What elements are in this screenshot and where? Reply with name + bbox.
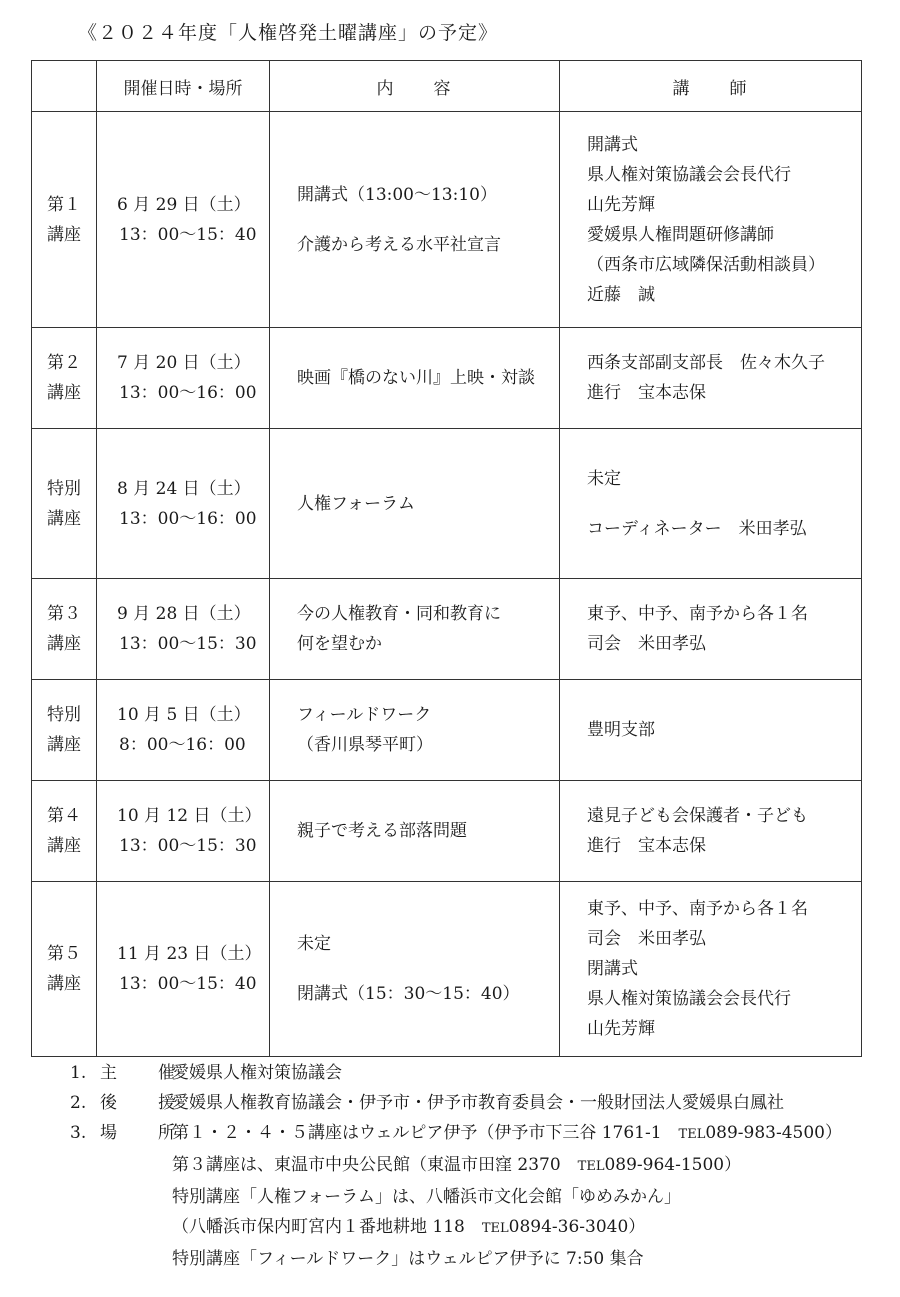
note-text-body: 第１・２・４・５講座はウェルピア伊予（伊予市下三谷 1761-1 bbox=[172, 1123, 662, 1143]
document-title: 《２０２４年度「人権啓発土曜講座」の予定》 bbox=[78, 22, 499, 44]
table-row bbox=[32, 429, 862, 579]
lecture-label: 第５ bbox=[47, 944, 81, 964]
date-time-cell bbox=[97, 429, 270, 579]
date-time-cell bbox=[97, 781, 270, 882]
lecturer-line: 豊明支部 bbox=[587, 720, 655, 740]
lecture-label-cell bbox=[32, 781, 97, 882]
note-heading: 主 催 bbox=[100, 1063, 187, 1083]
note-heading: 後 援 bbox=[100, 1093, 187, 1113]
note-text-body: 愛媛県人権対策協議会 bbox=[172, 1063, 342, 1083]
note-text-body: 特別講座「フィールドワーク」はウェルピア伊予に 7:50 集合 bbox=[172, 1249, 644, 1269]
lecture-time: 13：00～16：00 bbox=[119, 383, 257, 403]
content-cell bbox=[270, 680, 560, 781]
note-continuation-line bbox=[70, 1150, 842, 1182]
lecture-label: 講座 bbox=[47, 224, 81, 245]
table-row bbox=[32, 882, 862, 1057]
lecture-label: 講座 bbox=[47, 735, 81, 755]
note-number: 3. bbox=[70, 1123, 87, 1143]
lecture-date: 8 月 24 日（土） bbox=[117, 478, 251, 499]
date-time-cell bbox=[97, 579, 270, 680]
lecturer-line: 西条支部副支部長 佐々木久子 bbox=[587, 353, 825, 373]
lecture-date: 6 月 29 日（土） bbox=[117, 194, 251, 215]
lecture-label: 講座 bbox=[47, 634, 81, 654]
note-item bbox=[70, 1058, 842, 1088]
lecture-label: 特別 bbox=[47, 705, 81, 725]
note-item bbox=[70, 1088, 842, 1118]
content-line: 親子で考える部落問題 bbox=[297, 821, 467, 841]
schedule-table bbox=[31, 60, 862, 1057]
content-line: 介護から考える水平社宣言 bbox=[297, 234, 501, 255]
date-time-cell bbox=[97, 680, 270, 781]
tel-label: TEL bbox=[481, 1221, 509, 1236]
lecture-label-cell bbox=[32, 680, 97, 781]
lecturer-line: コーディネーター 米田孝弘 bbox=[587, 518, 807, 539]
content-spacer bbox=[297, 210, 559, 230]
date-time-cell bbox=[97, 112, 270, 328]
note-item bbox=[70, 1118, 842, 1150]
lecturer-cell bbox=[560, 882, 862, 1057]
lecturer-line: 愛媛県人権問題研修講師 bbox=[587, 224, 774, 245]
lecturer-line: （西条市広域隣保活動相談員） bbox=[587, 254, 825, 275]
lecturer-line: 東予、中予、南予から各１名 bbox=[587, 899, 808, 919]
lecture-date: 10 月 5 日（土） bbox=[117, 705, 251, 725]
lecturer-line: 進行 宝本志保 bbox=[587, 836, 706, 856]
lecture-label: 特別 bbox=[47, 478, 81, 499]
lecturer-line: 遠見子ども会保護者・子ども bbox=[587, 806, 808, 826]
lecture-time: 13：00～16：00 bbox=[119, 508, 257, 529]
date-time-cell bbox=[97, 882, 270, 1057]
lecture-label: 講座 bbox=[47, 836, 81, 856]
lecturer-line: 県人権対策協議会会長代行 bbox=[587, 164, 791, 185]
content-cell bbox=[270, 429, 560, 579]
lecturer-cell bbox=[560, 112, 862, 328]
lecturer-cell bbox=[560, 429, 862, 579]
header-blank bbox=[32, 61, 97, 112]
table-row bbox=[32, 579, 862, 680]
content-cell bbox=[270, 328, 560, 429]
content-line: 閉講式（15：30～15：40） bbox=[297, 984, 520, 1004]
content-cell bbox=[270, 579, 560, 680]
lecturer-line: 未定 bbox=[587, 468, 621, 489]
lecture-label-cell bbox=[32, 112, 97, 328]
schedule-body bbox=[32, 112, 862, 1057]
lecturer-line: 司会 米田孝弘 bbox=[587, 634, 706, 654]
note-continuation-line bbox=[70, 1182, 842, 1212]
lecture-time: 13：00～15：30 bbox=[119, 836, 257, 856]
content-line: 何を望むか bbox=[297, 634, 382, 654]
lecturer-line: 開講式 bbox=[587, 134, 638, 155]
lecturer-line: 近藤 誠 bbox=[587, 284, 655, 305]
note-continuation-line bbox=[70, 1212, 842, 1244]
lecturer-line: 進行 宝本志保 bbox=[587, 383, 706, 403]
note-continuation-line bbox=[70, 1244, 842, 1274]
note-text bbox=[172, 1118, 842, 1150]
lecture-time: 13：00～15：40 bbox=[119, 974, 257, 994]
lecturer-line: 山先芳輝 bbox=[587, 194, 655, 215]
notes-continuation bbox=[70, 1150, 842, 1274]
content-line: 人権フォーラム bbox=[297, 493, 415, 514]
tel-number: 089-983-4500） bbox=[705, 1123, 842, 1143]
lecture-label-cell bbox=[32, 579, 97, 680]
content-line: 開講式（13:00～13:10） bbox=[297, 184, 497, 205]
lecture-label: 第１ bbox=[47, 194, 81, 215]
lecturer-spacer bbox=[587, 494, 861, 514]
content-line: フィールドワーク bbox=[297, 705, 432, 725]
lecturer-line: 県人権対策協議会会長代行 bbox=[587, 989, 791, 1009]
note-number: 2. bbox=[70, 1093, 87, 1113]
lecture-date: 11 月 23 日（土） bbox=[117, 944, 262, 964]
table-row bbox=[32, 781, 862, 882]
note-text-body: （八幡浜市保内町宮内１番地耕地 118 bbox=[172, 1217, 465, 1237]
note-heading: 場 所 bbox=[100, 1123, 187, 1143]
notes-section bbox=[70, 1058, 842, 1274]
table-row bbox=[32, 112, 862, 328]
content-cell bbox=[270, 112, 560, 328]
table-row bbox=[32, 680, 862, 781]
note-text-body: 特別講座「人権フォーラム」は、八幡浜市文化会館「ゆめみかん」 bbox=[172, 1187, 681, 1207]
tel-label: TEL bbox=[577, 1159, 605, 1174]
content-line: 未定 bbox=[297, 934, 331, 954]
lecture-date: 10 月 12 日（土） bbox=[117, 806, 262, 826]
date-time-cell bbox=[97, 328, 270, 429]
lecture-label-cell bbox=[32, 882, 97, 1057]
lecture-date: 9 月 28 日（土） bbox=[117, 604, 251, 624]
lecture-label: 講座 bbox=[47, 508, 81, 529]
lecturer-line: 東予、中予、南予から各１名 bbox=[587, 604, 808, 624]
content-line: （香川県琴平町） bbox=[297, 735, 433, 755]
lecture-time: 13：00～15：40 bbox=[119, 224, 257, 245]
tel-number: 089-964-1500） bbox=[604, 1155, 742, 1175]
lecture-label-cell bbox=[32, 429, 97, 579]
lecture-label: 第３ bbox=[47, 604, 81, 624]
tel-label: TEL bbox=[678, 1127, 706, 1142]
content-line: 今の人権教育・同和教育に bbox=[297, 604, 501, 624]
table-row bbox=[32, 328, 862, 429]
lecturer-cell bbox=[560, 680, 862, 781]
lecture-label: 第４ bbox=[47, 806, 81, 826]
lecture-label: 講座 bbox=[47, 974, 81, 994]
header-lecturer: 講 師 bbox=[560, 61, 862, 112]
content-line: 映画『橋のない川』上映・対談 bbox=[297, 368, 535, 388]
header-date-place: 開催日時・場所 bbox=[97, 61, 270, 112]
content-cell bbox=[270, 781, 560, 882]
note-text bbox=[172, 1058, 342, 1088]
notes-list bbox=[70, 1058, 842, 1150]
lecturer-line: 司会 米田孝弘 bbox=[587, 929, 706, 949]
table-header-row bbox=[32, 61, 862, 112]
lecture-label: 第２ bbox=[47, 353, 81, 373]
lecture-time: 13：00～15：30 bbox=[119, 634, 257, 654]
lecturer-cell bbox=[560, 579, 862, 680]
tel-number: 0894-36-3040） bbox=[508, 1217, 646, 1237]
note-number: 1. bbox=[70, 1063, 87, 1083]
lecture-label: 講座 bbox=[47, 383, 81, 403]
note-text bbox=[172, 1088, 784, 1118]
content-spacer bbox=[297, 959, 559, 979]
lecturer-cell bbox=[560, 328, 862, 429]
note-text-body: 第３講座は、東温市中央公民館（東温市田窪 2370 bbox=[172, 1155, 561, 1175]
lecturer-line: 閉講式 bbox=[587, 959, 638, 979]
note-text-body: 愛媛県人権教育協議会・伊予市・伊予市教育委員会・一般財団法人愛媛県白鳳社 bbox=[172, 1093, 784, 1113]
content-cell bbox=[270, 882, 560, 1057]
lecture-date: 7 月 20 日（土） bbox=[117, 353, 251, 373]
lecturer-cell bbox=[560, 781, 862, 882]
header-content: 内 容 bbox=[270, 61, 560, 112]
lecturer-line: 山先芳輝 bbox=[587, 1019, 655, 1039]
lecture-label-cell bbox=[32, 328, 97, 429]
lecture-time: 8：00～16：00 bbox=[119, 735, 246, 755]
